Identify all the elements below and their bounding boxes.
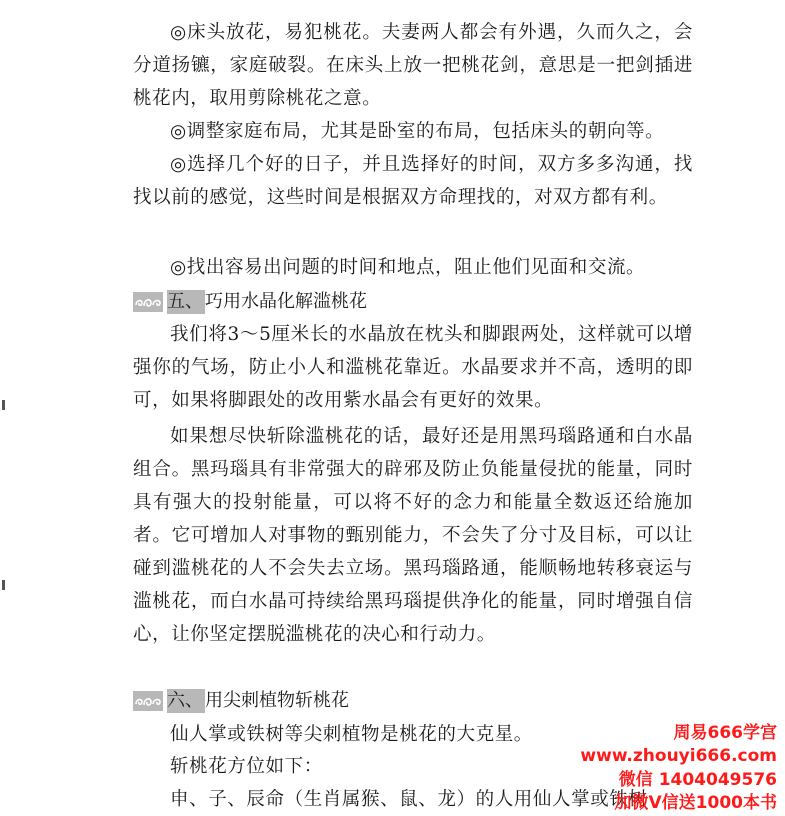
paragraph-adjust-layout: ◎调整家庭布局，尤其是卧室的布局，包括床头的朝向等。 <box>170 121 665 142</box>
paragraph-zodiac: 申、子、辰命（生肖属猴、鼠、龙）的人用仙人掌或铁树 <box>170 789 648 810</box>
section-heading-6 <box>133 689 349 713</box>
page-edge-mark <box>2 580 5 590</box>
section-heading-5 <box>133 290 367 314</box>
section-title: 用尖刺植物斩桃花 <box>205 690 349 711</box>
paragraph-black-agate: 如果想尽快斩除滥桃花的话，最好还是用黑玛瑙路通和白水晶组合。黑玛瑙具有非常强大的辟邪及防止负能量侵扰的能量，同时具有强大的投射能量，可以将不好的念力和能量全数返还给施加者。它可增加人对事物的甄别能力，不会失了分寸及目标，可以让碰到滥桃花的人不会失去立场。黑玛瑙路通，能顺畅地转移衰运与滥桃花，而白水晶可持续给黑玛瑙提供净化的能量，同时增强自信心，让你坚定摆脱滥桃花的决心和行动力。 <box>133 426 693 645</box>
paragraph-crystal-placement: 我们将3～5厘米长的水晶放在枕头和脚跟两处，这样就可以增强你的气场，防止小人和滥桃花靠近。水晶要求并不高，透明的即可，如果将脚跟处的改用紫水晶会有更好的效果。 <box>133 324 693 411</box>
cloud-ornament-icon <box>133 691 163 711</box>
section-title: 巧用水晶化解滥桃花 <box>205 291 367 312</box>
paragraph-choose-days: ◎选择几个好的日子，并且选择好的时间，双方多多沟通，找找以前的感觉，这些时间是根据双方命理找的，对双方都有利。 <box>133 154 693 208</box>
paragraph-cactus: 仙人掌或铁树等尖刺植物是桃花的大克星。 <box>170 724 533 745</box>
watermark-promo: 加微V信送1000本书 <box>614 793 777 813</box>
cloud-ornament-icon <box>133 292 163 312</box>
paragraph-find-problems: ◎找出容易出问题的时间和地点，阻止他们见面和交流。 <box>170 257 646 278</box>
page-edge-mark <box>2 400 5 410</box>
watermark-wechat: 微信 1404049576 <box>618 770 777 790</box>
watermark-url: www.zhouyi666.com <box>580 746 777 766</box>
section-number: 五、 <box>167 291 203 312</box>
section-number: 六、 <box>167 690 203 711</box>
paragraph-bed-flowers: ◎床头放花，易犯桃花。夫妻两人都会有外遇，久而久之，会分道扬镳，家庭破裂。在床头上放一把桃花剑，意思是一把剑插进桃花内，取用剪除桃花之意。 <box>133 22 693 109</box>
paragraph-directions: 斩桃花方位如下： <box>170 756 323 777</box>
watermark-title: 周易666学宫 <box>673 723 777 743</box>
